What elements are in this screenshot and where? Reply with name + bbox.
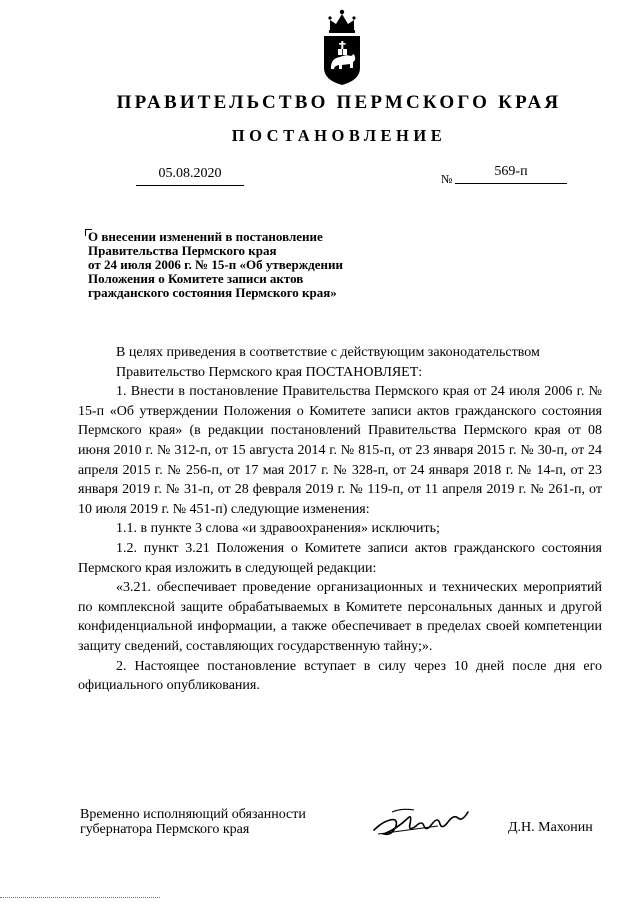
scan-artifact (0, 897, 160, 900)
document-date: 05.08.2020 (136, 165, 244, 186)
subject-line: Положения о Комитете записи актов (88, 271, 304, 286)
document-subject (88, 230, 418, 300)
paragraph-1: 1. Внести в постановление Правительства Пермского края от 24 июля 2006 г. № 15-п «Об утверждении Положения о Комитете записи актов гражданского состояния Пермского края» (в редакции постановлений Правительства Пермского края от 08 июня 2010 г. № 312-п, от 15 августа 2014 г. № 815-п, от 23 января 2015 г. № 30-п, от 24 апреля 2015 г. № 256-п, от 17 мая 2017 г. № 328-п, от 24 января 2018 г. № 14-п, от 23 января 2019 г. № 31-п, от 28 февраля 2019 г. № 119-п, от 11 апреля 2019 г. № 261-п, от 10 июля 2019 г. № 451-п) следующие изменения: (78, 384, 602, 517)
subject-line: от 24 июля 2006 г. № 15-п «Об утверждении (88, 257, 343, 272)
preamble-line-1: В целях приведения в соответствие с действующим законодательством (116, 345, 540, 360)
signatory-position (80, 807, 380, 837)
coat-of-arms-icon (318, 8, 366, 86)
position-line-1: Временно исполняющий обязанности (80, 807, 306, 822)
paragraph-1-2-quote: «3.21. обеспечивает проведение организационных и технических мероприятий по комплексной защите обрабатываемых в Комитете персональных данных и другой конфиденциальной информации, а также обеспечивает в пределах своей компетенции защиту сведений, составляющих государственную тайну;». (78, 580, 602, 654)
paragraph-1-1: 1.1. в пункте 3 слова «и здравоохранения» исключить; (116, 521, 440, 537)
government-title: ПРАВИТЕЛЬСТВО ПЕРМСКОГО КРАЯ (116, 92, 562, 113)
document-type: ПОСТАНОВЛЕНИЕ (231, 126, 447, 145)
paragraph-2: 2. Настоящее постановление вступает в силу через 10 дней после дня его официального опубликования. (78, 658, 602, 694)
handwritten-signature-icon (368, 800, 478, 842)
position-line-2: губернатора Пермского края (80, 822, 250, 837)
subject-line: гражданского состояния Пермского края» (88, 285, 337, 300)
preamble-line-2: Правительство Пермского края ПОСТАНОВЛЯЕТ: (116, 364, 423, 380)
document-body (78, 343, 602, 696)
subject-line: Правительства Пермского края (88, 243, 277, 258)
subject-line: О внесении изменений в постановление (88, 229, 323, 244)
paragraph-1-2: 1.2. пункт 3.21 Положения о Комитете записи актов гражданского состояния Пермского края изложить в следующей редакции: (78, 540, 602, 576)
signer-name: Д.Н. Махонин (508, 820, 593, 835)
number-sign: № (441, 172, 453, 186)
document-number: 569-п (455, 163, 567, 184)
